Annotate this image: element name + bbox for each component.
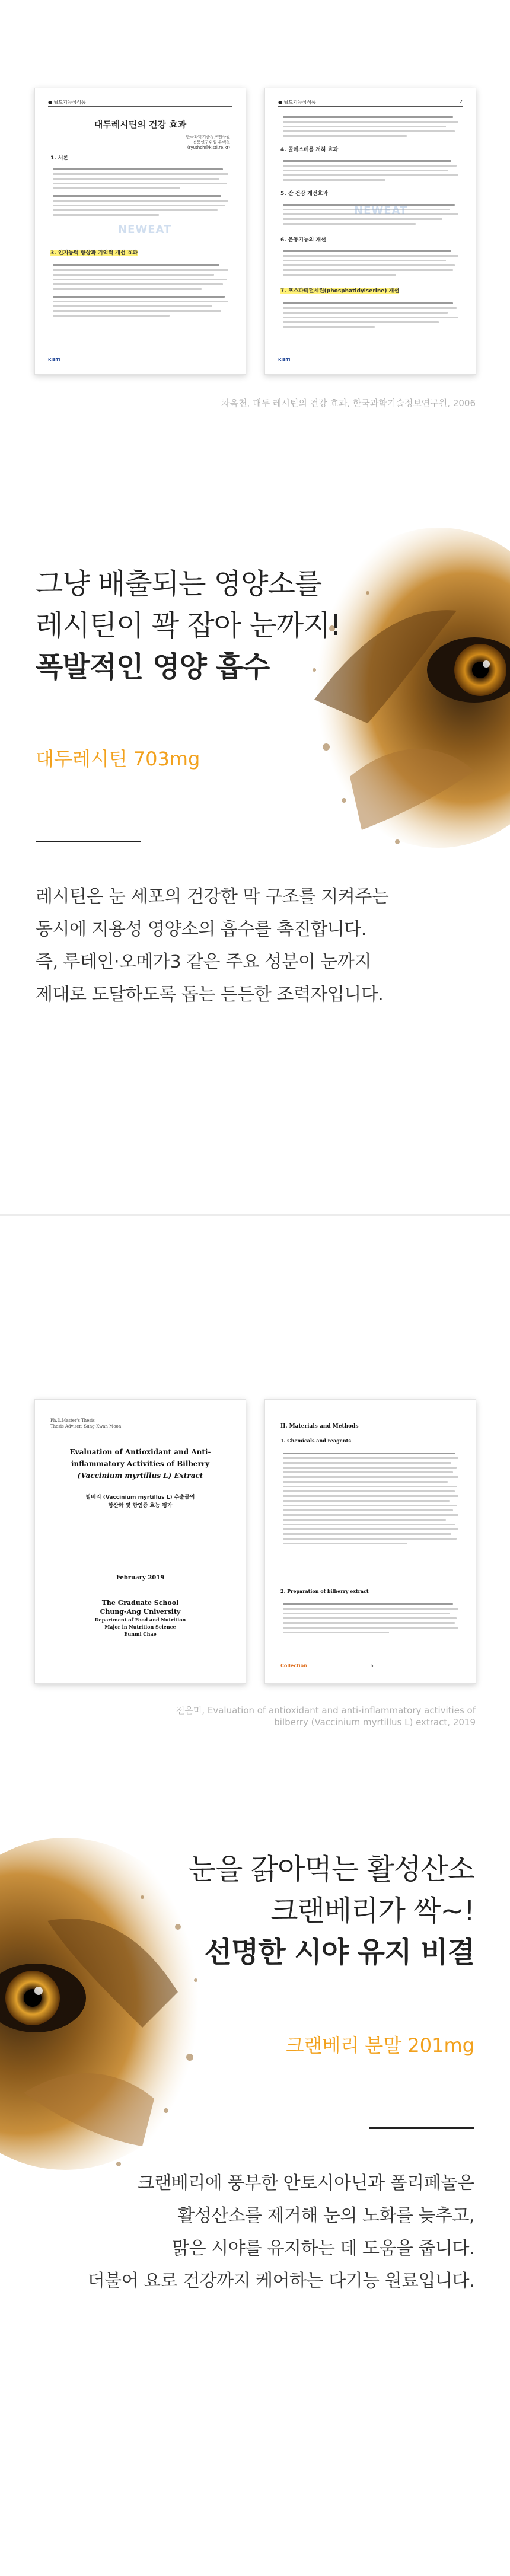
ingredient-amount-2: 크랜베리 분말 201mg bbox=[285, 2034, 474, 2057]
paper-heading-a: 4. 콜레스테롤 저하 효과 bbox=[280, 147, 339, 153]
paper-highlight-heading: 3. 인지능력 향상과 기억력 개선 효과 bbox=[50, 250, 138, 256]
thesis-methods-page bbox=[264, 1399, 476, 1684]
thesis-methods-lines-2 bbox=[283, 1600, 460, 1636]
thesis-source-caption: 전은미, Evaluation of antioxidant and anti-inflammatory activities of bilberry (Vaccinium myrtillus L) extract, 2019 bbox=[176, 1705, 476, 1728]
headline-2-line-1: 눈을 갉아먹는 활성산소 bbox=[188, 1853, 474, 1886]
headline-1 bbox=[36, 563, 415, 688]
thesis-tag-1: Ph.D.Master's Thesis bbox=[50, 1418, 95, 1423]
headline-1-line-1: 그냥 배출되는 영양소를 bbox=[36, 567, 322, 601]
paper-body-lines-4 bbox=[283, 247, 460, 279]
thesis-korean-title: 빌베리 (Vaccinium myrtillus L) 추출물의 항산화 및 항염증 효능 평가 bbox=[85, 1495, 195, 1509]
kisti-logo: KISTI bbox=[48, 357, 60, 362]
paper-heading-c: 6. 운동기능의 개선 bbox=[280, 237, 326, 243]
thesis-sub-heading-1: 1. Chemicals and reagents bbox=[280, 1438, 351, 1444]
thesis-methods-heading: II. Materials and Methods bbox=[280, 1423, 359, 1429]
paper-page-number: 2 bbox=[459, 99, 463, 104]
thesis-tag-2: Thesis Adviser: Sung-Kwan Moon bbox=[50, 1424, 122, 1429]
source-caption: 차옥천, 대두 레시틴의 건강 효과, 한국과학기술정보연구원, 2006 bbox=[221, 398, 476, 408]
thesis-methods-lines-1 bbox=[283, 1450, 460, 1547]
divider-rule-1 bbox=[36, 841, 141, 842]
thesis-cover-page bbox=[34, 1399, 246, 1684]
paper-body-lines-2 bbox=[283, 157, 460, 184]
headline-2-line-3: 선명한 시야 유지 비결 bbox=[204, 1936, 474, 1969]
thesis-footer bbox=[280, 1663, 460, 1671]
newey-watermark: NEWEAT bbox=[118, 224, 172, 236]
collection-logo: Collection bbox=[280, 1663, 307, 1668]
divider-rule-2 bbox=[369, 2127, 474, 2129]
body-text-2: 크랜베리에 풍부한 안토시아닌과 폴리페놀은 활성산소를 제거해 눈의 노화를 늦추고, 맑은 시야를 유지하는 데 도움을 줍니다. 더불어 요로 건강까지 케어하는 다기능 원료입니다. bbox=[87, 2173, 474, 2291]
headline-1-line-2: 레시틴이 꽉 잡아 눈까지! bbox=[36, 609, 341, 642]
paper-page-right bbox=[264, 88, 476, 375]
paper-body-lines-1 bbox=[283, 113, 460, 140]
paper-header-label: ● 월드기능성식품 bbox=[48, 100, 86, 105]
kisti-logo: KISTI bbox=[278, 357, 291, 362]
paper-title: 대두레시틴의 건강 효과 bbox=[94, 119, 187, 130]
paper-page-left bbox=[34, 88, 246, 375]
paper-body-lines-2 bbox=[53, 261, 230, 320]
thesis-sub-heading-2: 2. Preparation of bilberry extract bbox=[280, 1588, 369, 1594]
headline-2 bbox=[95, 1849, 474, 1973]
paper-body-lines-1 bbox=[53, 165, 230, 219]
body-text-1: 레시틴은 눈 세포의 건강한 막 구조를 지켜주는 동시에 지용성 영양소의 흡수를 촉진합니다. 즉, 루테인·오메가3 같은 주요 성분이 눈까지 제대로 도달하도록 돕는 든든한 조력자입니다. bbox=[36, 886, 389, 1005]
paper-author: 한국과학기술정보연구원 전문연구위원 유택천 (ryuthch@kisti.re.kr) bbox=[186, 135, 230, 150]
paper-heading-d: 7. 포스파티딜세린(phosphatidylserine) 개선 bbox=[280, 288, 400, 294]
headline-2-line-2: 크랜베리가 싹~! bbox=[270, 1894, 474, 1927]
headline-1-line-3: 폭발적인 영양 흡수 bbox=[36, 650, 270, 684]
paper-header-label: ● 월드기능성식품 bbox=[278, 100, 316, 105]
newey-watermark: NEWEAT bbox=[354, 205, 408, 217]
thesis-page-number: 6 bbox=[370, 1663, 374, 1668]
paper-section-heading: 1. 서론 bbox=[50, 155, 69, 161]
thesis-date: February 2019 bbox=[116, 1575, 165, 1581]
paper-heading-b: 5. 간 건강 개선효과 bbox=[280, 191, 328, 197]
thesis-institution: The Graduate School Chung-Ang University Department of Food and Nutrition Major in Nutrition Science Eunmi Chae bbox=[94, 1599, 186, 1637]
paper-page-number: 1 bbox=[229, 99, 232, 104]
paper-body-lines-5 bbox=[283, 299, 460, 331]
thesis-title: Evaluation of Antioxidant and Anti- inflammatory Activities of Bilberry (Vaccinium myrtillus L) Extract bbox=[69, 1448, 211, 1480]
section-separator bbox=[0, 1214, 510, 1216]
ingredient-amount-1: 대두레시틴 703mg bbox=[36, 748, 200, 770]
